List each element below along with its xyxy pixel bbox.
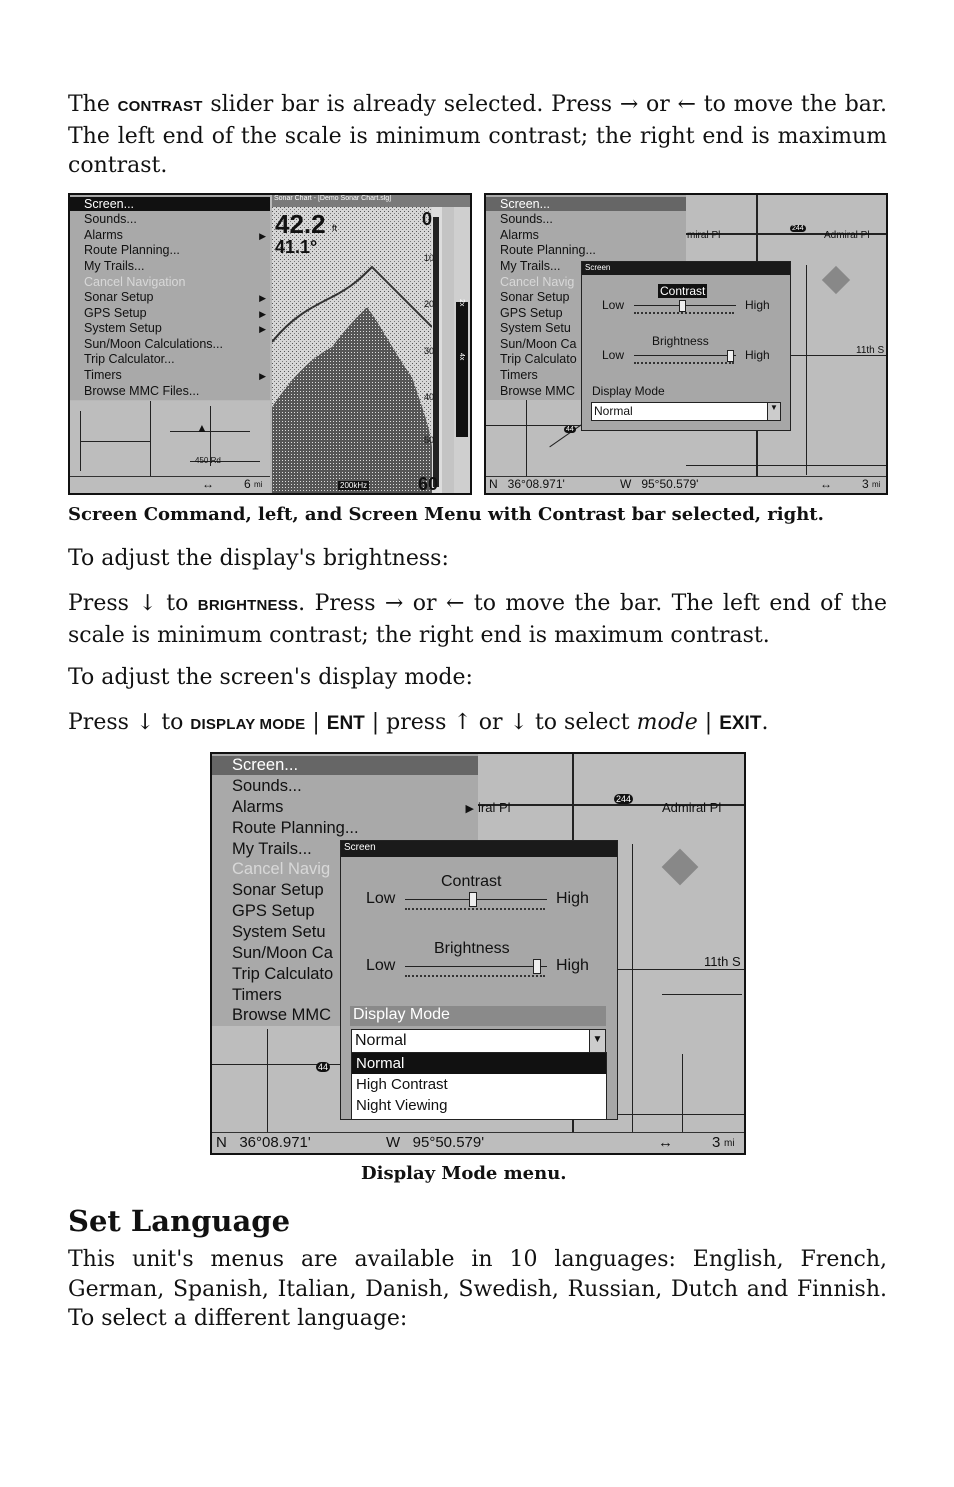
zoom-arrow-icon: ↔ (820, 477, 832, 491)
highway-shield-icon: 44 (318, 1062, 329, 1072)
highway-shield-icon: 244 (616, 794, 632, 804)
menu-item-browse-mmc[interactable]: Browse MMC (232, 1006, 332, 1024)
brightness-slider-track[interactable] (634, 355, 736, 356)
map-scale: 6 (244, 477, 251, 491)
brightness-slider-thumb[interactable] (533, 959, 541, 974)
option-night-viewing[interactable]: Night Viewing (356, 1097, 448, 1114)
text: Press ↓ to (68, 710, 191, 735)
dialog-title: Screen (341, 841, 617, 857)
longitude-readout: W 95°50.579' (386, 1134, 485, 1151)
menu-item-gps-setup[interactable]: GPS Setup (84, 306, 147, 320)
text: slider bar is already selected. Press → or ← to move the bar. The left end of the scale is minimum contrast; the right end is maximum contrast. (68, 92, 888, 178)
contrast-slider-ticks (634, 312, 734, 316)
map-label-admiral-partial: miral Pl (687, 230, 721, 241)
menu-item-sonar-setup[interactable]: Sonar Setup (500, 290, 570, 304)
brightness-low-label: Low (602, 348, 625, 362)
depth-scale-20: 20 (424, 299, 435, 309)
menu-item-my-trails[interactable]: My Trails... (84, 259, 145, 273)
menu-item-my-trails[interactable]: My Trails... (232, 840, 312, 858)
brightness-label: Brightness (434, 940, 510, 957)
section-heading: Set Language (68, 1204, 291, 1238)
highway-shield-icon: 244 (792, 225, 804, 232)
menu-item-sun-moon[interactable]: Sun/Moon Calculations... (84, 337, 223, 351)
language-paragraph: This unit's menus are available in 10 languages: English, French, German, Spanish, Italian, Danish, Swedish, Russian, Dutch and Finnish. To select a different language: (68, 1247, 887, 1331)
screen-dialog (581, 261, 791, 431)
contrast-low-label: Low (602, 298, 625, 312)
text: . Press → or ← to move the bar. The left end of the scale is minimum contrast; the right end is maximum contrast. (68, 591, 887, 648)
main-menu (70, 195, 270, 400)
menu-item-route-planning[interactable]: Route Planning... (232, 819, 359, 837)
display-mode-label: Display Mode (353, 1006, 450, 1023)
highway-shield-icon: 44 (566, 426, 574, 433)
contrast-slider-ticks (405, 908, 545, 912)
dropdown-arrow-icon[interactable]: ▼ (589, 1030, 605, 1052)
menu-item-sounds[interactable]: Sounds... (500, 212, 553, 226)
menu-item-system-setup[interactable]: System Setup (84, 321, 162, 335)
sonar-chart (272, 195, 470, 493)
display-mode-label: Display Mode (592, 384, 665, 398)
menu-item-trip-calculator[interactable]: Trip Calculato (500, 352, 577, 366)
map-road-label: 450 Rd (195, 456, 221, 465)
brightness-keyword: BRIGHTNESS (197, 597, 299, 614)
submenu-arrow-icon: ▶ (465, 803, 474, 815)
submenu-arrow-icon: ▶ (259, 324, 266, 334)
contrast-label: Contrast (660, 284, 706, 298)
brightness-slider-track[interactable] (405, 966, 547, 967)
menu-item-system-setup[interactable]: System Setu (232, 923, 326, 941)
menu-item-trip-calculator[interactable]: Trip Calculator... (84, 352, 175, 366)
dialog-title: Screen (582, 262, 790, 275)
submenu-arrow-icon: ▶ (259, 371, 266, 381)
brightness-slider-ticks (405, 975, 545, 979)
map-scale: 3 (862, 477, 869, 491)
brightness-high-label: High (745, 348, 770, 362)
menu-item-my-trails[interactable]: My Trails... (500, 259, 561, 273)
menu-item-system-setup[interactable]: System Setu (500, 321, 571, 335)
option-normal[interactable]: Normal (352, 1053, 606, 1074)
brightness-intro: To adjust the display's brightness: (68, 546, 449, 571)
depth-readout: 42.2 (275, 209, 326, 239)
menu-item-timers[interactable]: Timers (232, 986, 282, 1004)
menu-item-sun-moon[interactable]: Sun/Moon Ca (500, 337, 577, 351)
menu-item-route-planning[interactable]: Route Planning... (84, 243, 180, 257)
contrast-slider-thumb[interactable] (469, 892, 477, 907)
position-arrow-icon: ▲ (196, 421, 208, 435)
map-label-admiral: Admiral Pl (824, 230, 870, 241)
map-label-admiral-partial: iral Pl (478, 800, 511, 815)
menu-item-cancel-navigation: Cancel Navigation (84, 275, 186, 289)
display-mode-select[interactable] (591, 402, 781, 421)
menu-item-alarms[interactable]: Alarms (84, 228, 123, 242)
submenu-arrow-icon: ▶ (259, 309, 266, 319)
map-label-admiral: Admiral Pl (662, 800, 722, 815)
menu-item-sounds[interactable]: Sounds... (232, 777, 302, 795)
menu-item-sounds[interactable]: Sounds... (84, 212, 137, 226)
submenu-arrow-icon: ▶ (259, 231, 266, 241)
contrast-high-label: High (745, 298, 770, 312)
mini-map (70, 401, 270, 477)
display-mode-header (350, 1006, 606, 1026)
text: | press ↑ or ↓ to select (364, 710, 637, 735)
depth-unit: ft (332, 223, 338, 233)
menu-item-alarms[interactable]: Alarms (232, 798, 284, 816)
display-mode-value: Normal (594, 404, 633, 418)
separator: | (697, 710, 720, 735)
menu-item-trip-calculator[interactable]: Trip Calculato (232, 965, 334, 983)
map-scale-unit: mi (724, 1138, 735, 1149)
intro-paragraph (68, 90, 887, 181)
longitude-readout: W 95°50.579' (620, 477, 699, 491)
latitude-readout: N 36°08.971' (216, 1134, 311, 1151)
figure-caption: Screen Command, left, and Screen Menu with Contrast bar selected, right. (68, 504, 824, 525)
menu-item-gps-setup[interactable]: GPS Setup (232, 902, 315, 920)
brightness-label: Brightness (652, 334, 709, 348)
screen-command-screenshot (68, 193, 472, 495)
menu-item-browse-mmc[interactable]: Browse MMC (500, 384, 576, 398)
menu-item-alarms[interactable]: Alarms (500, 228, 539, 242)
display-mode-instructions (68, 708, 887, 740)
temperature-readout: 41.1° (275, 237, 318, 257)
display-mode-options-list (351, 1052, 607, 1120)
menu-item-gps-setup[interactable]: GPS Setup (500, 306, 563, 320)
brightness-slider-thumb[interactable] (727, 350, 734, 362)
depth-scale-50: 50 (424, 435, 435, 445)
map-scale-unit: mi (254, 480, 263, 489)
menu-item-screen[interactable]: Screen... (212, 756, 478, 775)
depth-scale-bottom: 60 (418, 474, 439, 494)
zoom-4x-label: 4x (458, 353, 465, 361)
status-bar (212, 1132, 744, 1153)
brightness-high-label: High (556, 957, 589, 974)
contrast-low-label: Low (366, 890, 396, 907)
menu-item-sonar-setup[interactable]: Sonar Setup (84, 290, 154, 304)
zoom-2x-label: 2x (458, 299, 465, 307)
frequency-label: 200kHz (340, 481, 368, 490)
text: Press ↓ to (68, 591, 198, 616)
menu-item-browse-mmc[interactable]: Browse MMC Files... (84, 384, 200, 398)
depth-scale-10: 10 (424, 253, 435, 263)
mode-word: mode (636, 710, 698, 735)
contrast-high-label: High (556, 890, 589, 907)
lake-shape (662, 849, 699, 886)
map-label-11th: 11th S (704, 954, 741, 969)
map-scale-unit: mi (872, 480, 881, 489)
brightness-slider-ticks (634, 362, 734, 366)
display-mode-select[interactable] (351, 1029, 606, 1053)
menu-item-sonar-setup[interactable]: Sonar Setup (232, 881, 324, 899)
contrast-label: Contrast (441, 873, 502, 890)
text: . (761, 710, 769, 735)
submenu-arrow-icon: ▶ (259, 293, 266, 303)
status-bar (70, 476, 270, 493)
display-mode-keyword: DISPLAY MODE (190, 716, 306, 733)
menu-item-screen[interactable]: Screen... (70, 197, 270, 211)
text: The (68, 92, 118, 117)
menu-item-screen[interactable]: Screen... (486, 197, 686, 211)
display-mode-value: Normal (355, 1032, 407, 1049)
exit-key: EXIT (719, 713, 762, 734)
latitude-readout: N 36°08.971' (489, 477, 565, 491)
menu-item-timers[interactable]: Timers (84, 368, 122, 382)
depth-scale-30: 30 (424, 346, 435, 356)
depth-scale-40: 40 (424, 392, 435, 402)
display-mode-intro: To adjust the screen's display mode: (68, 665, 473, 690)
display-mode-screenshot (210, 752, 746, 1155)
option-high-contrast[interactable]: High Contrast (356, 1076, 448, 1093)
separator: | (305, 710, 327, 735)
lake-shape (822, 266, 850, 294)
screen-menu-screenshot (484, 193, 888, 495)
menu-item-sun-moon[interactable]: Sun/Moon Ca (232, 944, 333, 962)
contrast-slider-thumb[interactable] (679, 300, 686, 312)
zoom-arrow-icon: ↔ (658, 1134, 673, 1151)
figure-caption: Display Mode menu. (361, 1163, 567, 1184)
map-label-11th: 11th S (856, 345, 885, 356)
sonar-title-bar: Sonar Chart - [Demo Sonar Chart.slg] (272, 195, 470, 207)
depth-scale-top: 0 (422, 209, 433, 229)
map-scale: 3 (712, 1134, 721, 1151)
contrast-keyword: CONTRAST (117, 98, 203, 115)
brightness-low-label: Low (366, 957, 396, 974)
menu-item-cancel-navigation: Cancel Navig (500, 275, 575, 289)
menu-item-timers[interactable]: Timers (500, 368, 538, 382)
menu-item-route-planning[interactable]: Route Planning... (500, 243, 596, 257)
ent-key: ENT (326, 713, 365, 734)
brightness-instructions (68, 589, 887, 650)
zoom-arrow-icon: ↔ (202, 477, 214, 491)
menu-item-cancel-navigation: Cancel Navig (232, 860, 331, 878)
status-bar (486, 476, 886, 493)
dropdown-arrow-icon[interactable]: ▼ (767, 403, 780, 420)
